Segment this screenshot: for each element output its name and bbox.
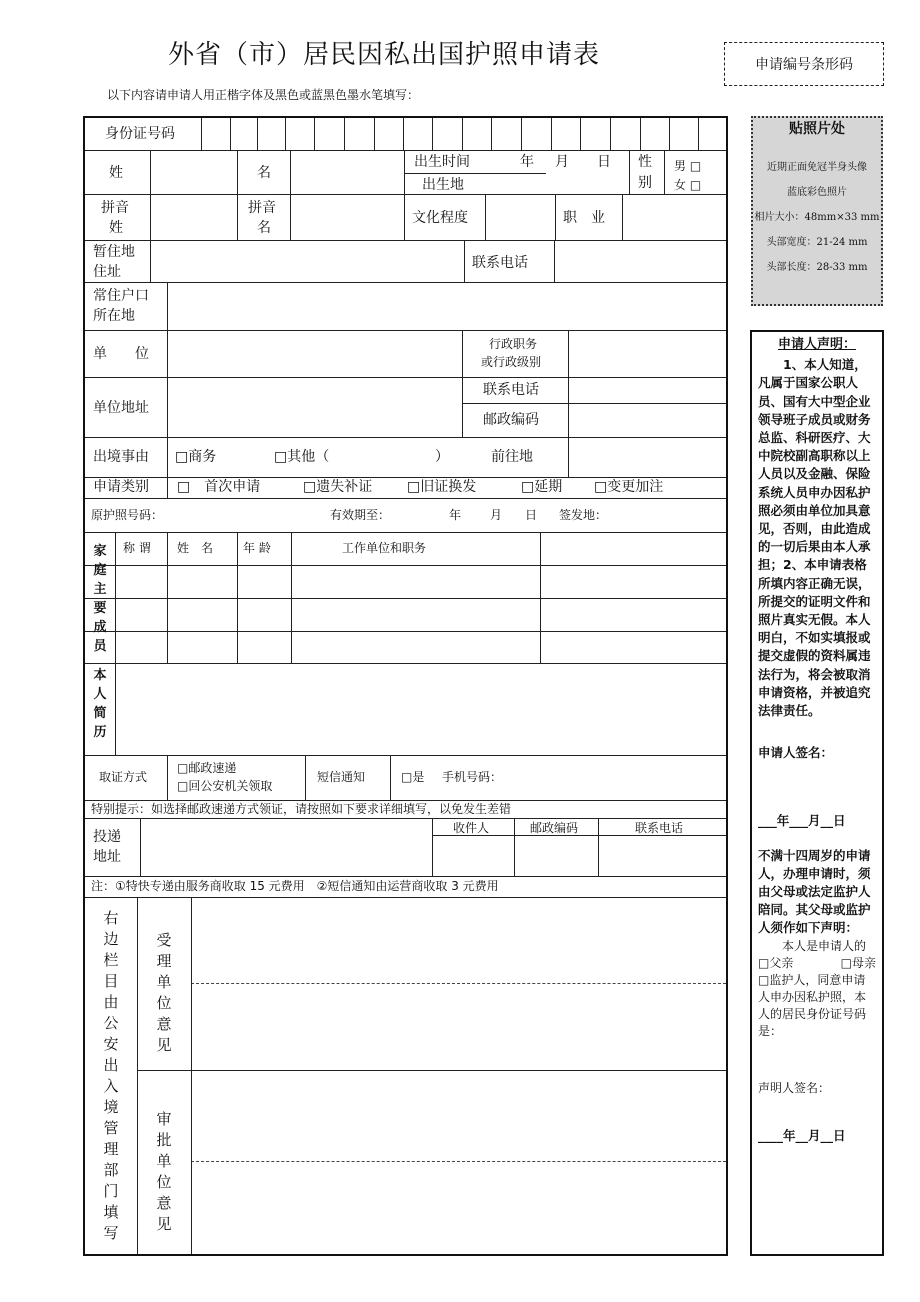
surname-label: 姓	[109, 165, 123, 181]
vertical-char: 成	[93, 620, 107, 635]
valid-year-label: 年	[449, 508, 462, 522]
occupation-label: 职 业	[563, 210, 605, 226]
extend-checkbox[interactable]: □延期	[521, 479, 563, 495]
vertical-char: 栏	[103, 951, 119, 969]
pinyin-given-label-bottom: 名	[257, 220, 271, 236]
vertical-char: 填	[103, 1203, 119, 1221]
vertical-char: 目	[103, 972, 119, 990]
guardian-text: □监护人，同意申请人申办因私护照，本人的居民身份证号码是：	[758, 972, 867, 1038]
first-application-checkbox[interactable]: □ 首次申请	[177, 479, 261, 495]
delivery-address-label-top: 投递	[93, 829, 121, 845]
sex-label-top: 性	[638, 154, 652, 170]
declaration-title: 申请人声明：	[777, 337, 856, 352]
employer-phone-label: 联系电话	[483, 382, 539, 398]
guardian-sign-label: 声明人签名：	[758, 1080, 831, 1095]
vertical-char: 写	[103, 1224, 119, 1242]
postcode-col-header: 邮政编码	[530, 821, 579, 835]
vertical-char: 入	[103, 1077, 119, 1095]
accept-opinion-label	[154, 930, 174, 1056]
vertical-char: 位	[156, 1173, 172, 1191]
approve-opinion-label	[154, 1109, 174, 1235]
sms-yes-checkbox[interactable]: □是	[401, 770, 425, 784]
position-label-top: 行政职务	[489, 337, 538, 351]
photo-area[interactable]	[751, 116, 883, 306]
issue-place-label: 签发地：	[559, 508, 608, 522]
vertical-char: 意	[156, 1194, 172, 1212]
vertical-char: 由	[103, 993, 119, 1011]
destination-label: 前往地	[491, 449, 533, 465]
birth-day-label: 日	[597, 154, 611, 170]
birth-month-label: 月	[555, 154, 569, 170]
vertical-char: 简	[93, 706, 107, 721]
female-checkbox[interactable]: 女 □	[674, 178, 702, 192]
valid-day-label: 日	[525, 508, 538, 522]
temp-address-label-top: 暂住地	[93, 244, 135, 260]
express-mail-checkbox[interactable]: □邮政速递	[177, 761, 237, 775]
vertical-char: 单	[156, 973, 172, 991]
vertical-char: 历	[93, 725, 107, 740]
vertical-char: 位	[156, 994, 172, 1012]
declaration-body: 1、本人知道，凡属于国家公职人员、国有大中型企业领导班子成员或财务总监、科研医疗、大中院校副高职称以上人员以及金融、保险系统人员申办因私护照必须由单位加具意见，否则，由此造成的一切后果由本人承担；2、本申请表格所填内容正确无误，所提交的证明文件和照片真实无假。本人明白，不如实填报或提交虚假的资料属违法行为，将会被取消申请资格，并被追究法律责任。	[758, 357, 871, 719]
vertical-char: 单	[156, 1152, 172, 1170]
photo-line-5: 头部长度：28-33 mm	[766, 262, 868, 273]
vertical-char: 理	[103, 1140, 119, 1158]
pinyin-surname-label-bottom: 姓	[109, 220, 123, 236]
vertical-char: 见	[156, 1215, 172, 1233]
vertical-char: 主	[93, 582, 107, 597]
birth-time-label: 出生时间	[414, 154, 470, 170]
lost-reissue-checkbox[interactable]: □遗失补证	[303, 479, 373, 495]
old-replace-checkbox[interactable]: □旧证换发	[407, 479, 477, 495]
vertical-char: 境	[103, 1098, 119, 1116]
vertical-char: 理	[156, 952, 172, 970]
vertical-char: 门	[103, 1182, 119, 1200]
education-label: 文化程度	[412, 210, 468, 226]
photo-line-4: 头部宽度：21-24 mm	[766, 237, 868, 248]
application-type-label: 申请类别	[93, 479, 149, 495]
special-note: 特别提示：如选择邮政速递方式领证，请按照如下要求详细填写，以免发生差错	[91, 802, 512, 816]
vertical-char: 公	[103, 1014, 119, 1032]
vertical-char: 庭	[93, 563, 107, 578]
recipient-col-header: 收件人	[453, 821, 490, 835]
phone-col-header: 联系电话	[635, 821, 684, 835]
pickup-office-checkbox[interactable]: □回公安机关领取	[177, 779, 273, 793]
applicant-sign-date: ___年___月__日	[758, 813, 846, 829]
vertical-char: 审	[156, 1110, 172, 1128]
name-col-header: 姓 名	[177, 541, 214, 555]
barcode-box: 申请编号条形码	[724, 42, 884, 86]
employer-address-label: 单位地址	[93, 400, 149, 416]
delivery-address-label-bottom: 地址	[93, 849, 121, 865]
vertical-char: 右	[103, 909, 119, 927]
mother-checkbox[interactable]: □母亲	[840, 955, 876, 970]
pickup-method-label: 取证方式	[99, 770, 148, 784]
birth-place-label: 出生地	[422, 177, 464, 193]
form-title: 外省（市）居民因私出国护照申请表	[168, 40, 601, 70]
business-checkbox[interactable]: □商务	[175, 449, 217, 465]
sms-notice-label: 短信通知	[317, 770, 366, 784]
applicant-declaration	[750, 330, 884, 1256]
father-checkbox[interactable]: □父亲	[758, 955, 794, 970]
photo-title: 贴照片处	[789, 121, 845, 137]
family-members-label	[92, 542, 108, 656]
exit-reason-label: 出境事由	[93, 449, 149, 465]
minor-declaration: 本人是申请人的	[782, 938, 867, 953]
given-name-label: 名	[257, 165, 271, 181]
guardian-sign-date: ____年__月__日	[758, 1127, 846, 1143]
vertical-char: 批	[156, 1131, 172, 1149]
pinyin-surname-label-top: 拼音	[101, 200, 129, 216]
work-col-header: 工作单位和职务	[342, 541, 427, 555]
sex-label-bottom: 别	[638, 175, 652, 191]
position-label-bottom: 或行政级别	[481, 355, 542, 369]
vertical-char: 要	[93, 601, 107, 616]
vertical-char: 安	[103, 1035, 119, 1053]
official-use-label	[101, 908, 121, 1244]
hukou-label-top: 常住户口	[93, 288, 149, 304]
employer-label: 单 位	[93, 346, 149, 362]
resume-label	[92, 666, 108, 742]
vertical-char: 人	[93, 687, 107, 702]
employer-postcode-label: 邮政编码	[483, 412, 539, 428]
id-number-label: 身份证号码	[105, 126, 175, 142]
vertical-char: 见	[156, 1036, 172, 1054]
form-instruction: 以下内容请申请人用正楷字体及黑色或蓝黑色墨水笔填写：	[107, 88, 420, 102]
male-checkbox[interactable]: 男 □	[674, 159, 702, 173]
photo-line-3: 相片大小：48mm×33 mm	[754, 212, 880, 223]
vertical-char: 部	[103, 1161, 119, 1179]
change-add-checkbox[interactable]: □变更加注	[594, 479, 664, 495]
pinyin-given-label-top: 拼音	[248, 200, 276, 216]
application-form	[83, 116, 728, 1256]
fee-note: 注：①特快专递由服务商收取 15 元费用 ②短信通知由运营商收取 3 元费用	[91, 879, 499, 893]
vertical-char: 出	[103, 1056, 119, 1074]
vertical-char: 家	[93, 544, 107, 559]
vertical-char: 意	[156, 1015, 172, 1033]
minor-note: 不满十四周岁的申请人，办理申请时，须由父母或法定监护人陪同。其父母或监护人须作如下声明：	[758, 847, 871, 936]
birth-year-label: 年	[520, 154, 534, 170]
hukou-label-bottom: 所在地	[93, 308, 135, 324]
vertical-char: 员	[93, 639, 107, 654]
photo-line-1: 近期正面免冠半身头像	[767, 162, 867, 173]
mobile-label: 手机号码：	[442, 770, 503, 784]
vertical-char: 本	[93, 668, 107, 683]
vertical-char: 管	[103, 1119, 119, 1137]
photo-line-2: 蓝底彩色照片	[787, 187, 847, 198]
relation-col-header: 称 谓	[123, 541, 151, 555]
original-passport-label: 原护照号码：	[91, 508, 164, 522]
other-checkbox[interactable]: □其他（	[274, 449, 330, 465]
valid-until-label: 有效期至：	[330, 508, 391, 522]
vertical-char: 边	[103, 930, 119, 948]
phone-label: 联系电话	[472, 255, 528, 271]
vertical-char: 受	[156, 931, 172, 949]
applicant-sign-label: 申请人签名：	[758, 745, 834, 761]
age-col-header: 年 龄	[243, 541, 271, 555]
valid-month-label: 月	[490, 508, 503, 522]
temp-address-label-bottom: 住址	[93, 264, 121, 280]
other-close-paren: ）	[435, 449, 449, 465]
